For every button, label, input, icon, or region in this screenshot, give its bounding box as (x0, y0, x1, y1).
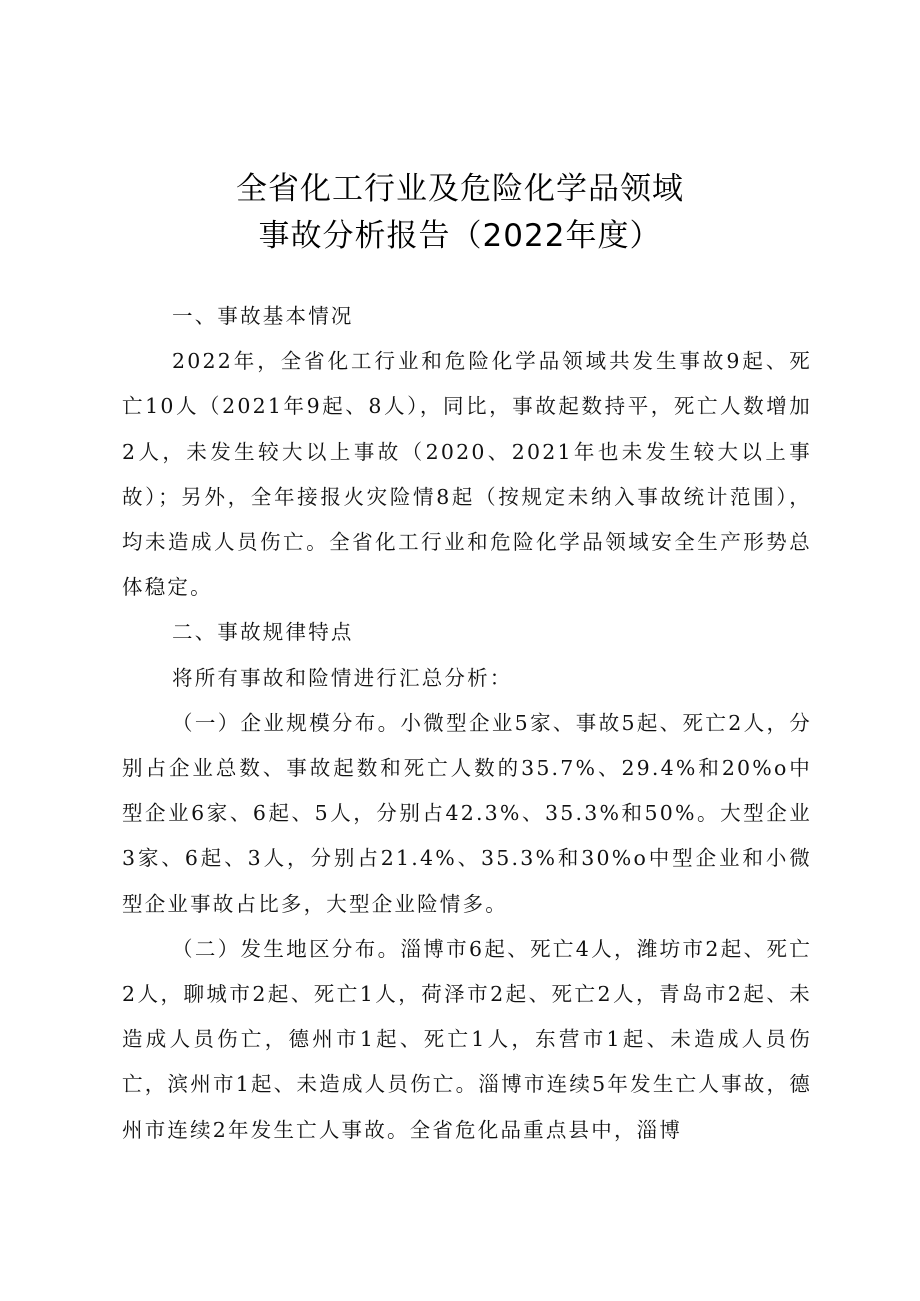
section-heading-2: 二、事故规律特点 (172, 620, 354, 645)
document-title-line-2: 事故分析报告（2022年度） (258, 218, 662, 254)
paragraph-basic-situation: 2022年，全省化工行业和危险化学品领域共发生事故9起、死亡10人（2021年9起、8人），同比，事故起数持平，死亡人数增加2人，未发生较大以上事故（2020、2021年也未发生较大以上事故）；另外，全年接报火灾险情8起（按规定未纳入事故统计范围），均未造成人员伤亡。全省化工行业和危险化学品领域安全生产形势总体稳定。 (122, 349, 812, 600)
section-heading-1: 一、事故基本情况 (172, 304, 354, 328)
document-title-line-1: 全省化工行业及危险化学品领域 (236, 171, 684, 207)
paragraph-summary-intro: 将所有事故和险情进行汇总分析： (172, 665, 513, 690)
document-body (122, 294, 812, 1153)
paragraph-regional-distribution: （二）发生地区分布。淄博市6起、死亡4人，潍坊市2起、死亡2人，聊城市2起、死亡1人，荷泽市2起、死亡2人，青岛市2起、未造成人员伤亡，德州市1起、死亡1人，东营市1起、未造成人员伤亡，滨州市1起、未造成人员伤亡。淄博市连续5年发生亡人事故，德州市连续2年发生亡人事故。全省危化品重点县中，淄博 (122, 936, 812, 1142)
paragraph-enterprise-scale: （一）企业规模分布。小微型企业5家、事故5起、死亡2人，分别占企业总数、事故起数和死亡人数的35.7%、29.4%和20%o中型企业6家、6起、5人，分别占42.3%、35.3%和50%。大型企业3家、6起、3人，分别占21.4%、35.3%和30%o中型企业和小微型企业事故占比多，大型企业险情多。 (122, 710, 812, 916)
